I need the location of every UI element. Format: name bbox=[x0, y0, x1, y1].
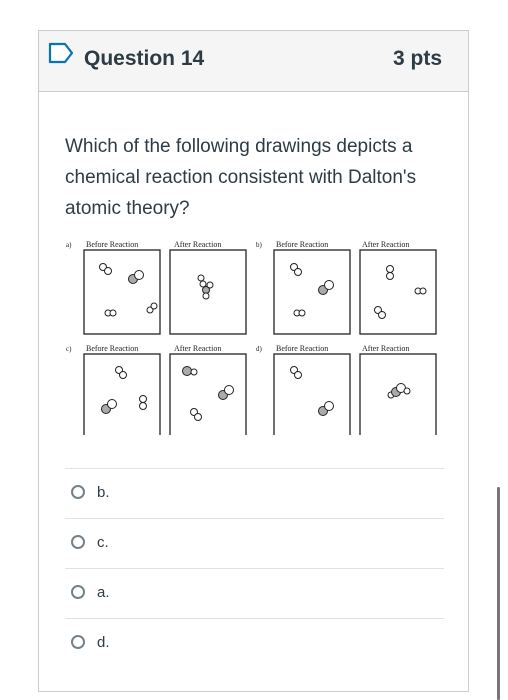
panel-b-before-label: Before Reaction bbox=[276, 240, 329, 249]
molecule-icon bbox=[140, 396, 147, 410]
panel-c-after-label: After Reaction bbox=[174, 344, 222, 353]
molecule-icon bbox=[191, 409, 202, 421]
molecule-icon bbox=[388, 384, 410, 399]
panel-a-letter: a) bbox=[66, 241, 72, 249]
molecule-icon bbox=[198, 275, 213, 299]
molecule-icon bbox=[291, 367, 302, 379]
panel-c-letter: c) bbox=[66, 345, 72, 353]
panel-d-letter: d) bbox=[256, 345, 262, 353]
panel-c-before-label: Before Reaction bbox=[86, 344, 139, 353]
molecule-icon bbox=[219, 386, 234, 400]
molecule-icon bbox=[102, 400, 117, 414]
molecule-icon bbox=[116, 367, 127, 379]
molecule-icon bbox=[387, 266, 394, 280]
question-title: Question 14 bbox=[84, 47, 205, 70]
radio-button[interactable] bbox=[71, 535, 85, 549]
panel-d-after-label: After Reaction bbox=[362, 344, 410, 353]
answer-option-a[interactable] bbox=[65, 568, 444, 618]
reaction-diagram bbox=[65, 235, 445, 435]
question-card bbox=[38, 30, 469, 692]
panel-a-after-label: After Reaction bbox=[174, 240, 222, 249]
molecule-icon bbox=[291, 264, 302, 276]
panel-a-before-label: Before Reaction bbox=[86, 240, 139, 249]
answer-label: c. bbox=[97, 534, 109, 551]
panel-b-before-box bbox=[274, 250, 350, 334]
answer-label: b. bbox=[97, 484, 110, 501]
question-header bbox=[39, 31, 468, 92]
panel-a-before-box bbox=[84, 250, 160, 334]
panel-d-before-box bbox=[274, 354, 350, 435]
molecule-icon bbox=[100, 264, 112, 275]
molecule-icon bbox=[319, 281, 334, 295]
molecule-icon bbox=[294, 310, 305, 316]
flag-question-icon[interactable] bbox=[48, 42, 74, 69]
answer-option-b[interactable] bbox=[65, 468, 444, 518]
panel-c-before-box bbox=[84, 354, 160, 435]
molecule-icon bbox=[415, 288, 426, 294]
panel-c-after-box bbox=[170, 354, 246, 435]
answer-option-c[interactable] bbox=[65, 518, 444, 568]
molecule-icon bbox=[129, 271, 144, 284]
answer-list bbox=[65, 468, 444, 668]
question-text: Which of the following drawings depicts a chemical reaction consistent with Dalton's atomic theory? bbox=[65, 136, 417, 219]
panel-d-before-label: Before Reaction bbox=[276, 344, 329, 353]
panel-b-after-label: After Reaction bbox=[362, 240, 410, 249]
molecule-icon bbox=[375, 307, 386, 319]
panel-b-letter: b) bbox=[256, 241, 262, 249]
molecule-icon bbox=[183, 367, 198, 376]
radio-button[interactable] bbox=[71, 485, 85, 499]
reaction-figure bbox=[65, 235, 445, 440]
answer-label: d. bbox=[97, 634, 110, 651]
molecule-icon bbox=[319, 402, 334, 416]
molecule-icon bbox=[147, 303, 157, 313]
radio-button[interactable] bbox=[71, 585, 85, 599]
radio-button[interactable] bbox=[71, 635, 85, 649]
answer-label: a. bbox=[97, 584, 110, 601]
question-points: 3 pts bbox=[392, 47, 442, 70]
answer-option-d[interactable] bbox=[65, 618, 444, 668]
molecule-icon bbox=[105, 310, 116, 316]
scrollbar[interactable] bbox=[497, 487, 500, 700]
